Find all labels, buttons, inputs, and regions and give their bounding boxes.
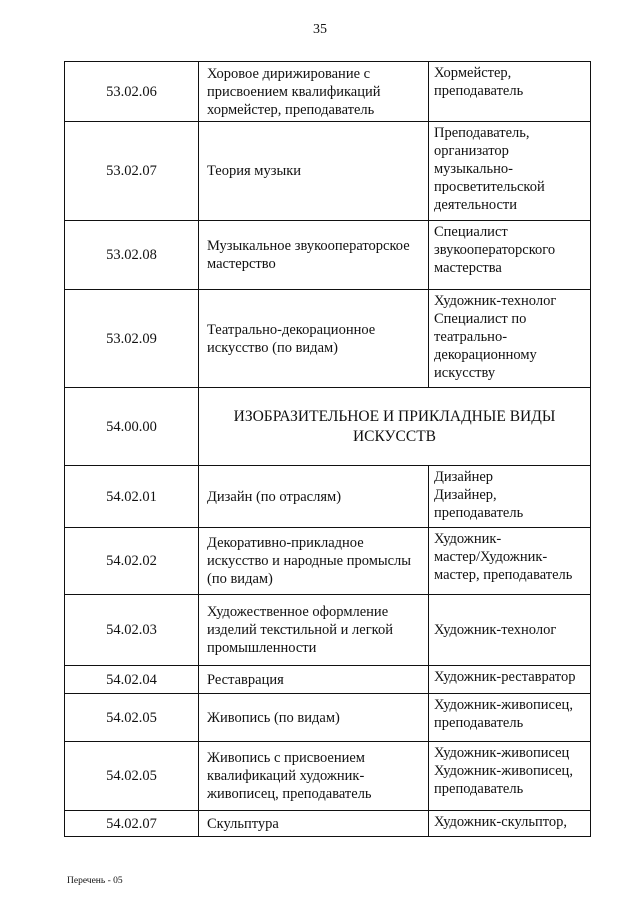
table-row (65, 62, 591, 122)
specialty-name: Декоративно-прикладное искусство и народные промыслы (по видам) (199, 528, 429, 595)
table-row (65, 811, 591, 837)
specialty-code: 54.02.07 (65, 811, 199, 837)
table-row (65, 122, 591, 221)
specialty-code: 54.02.02 (65, 528, 199, 595)
table-row (65, 694, 591, 742)
specialty-name: Музыкальное звукооператорское мастерство (199, 221, 429, 290)
table-row (65, 595, 591, 666)
specialty-code: 54.02.04 (65, 666, 199, 694)
group-title: ИЗОБРАЗИТЕЛЬНОЕ И ПРИКЛАДНЫЕ ВИДЫ ИСКУССТВ (199, 388, 591, 466)
specialty-name: Живопись (по видам) (199, 694, 429, 742)
specialties-table (64, 61, 591, 837)
table-row (65, 742, 591, 811)
specialty-qualification: Художник-скульптор, (429, 811, 591, 837)
specialty-qualification: Художник-живописец Художник-живописец, преподаватель (429, 742, 591, 811)
specialty-code: 54.02.01 (65, 466, 199, 528)
table-row (65, 221, 591, 290)
specialty-name: Дизайн (по отраслям) (199, 466, 429, 528)
specialty-qualification: Хормейстер, преподаватель (429, 62, 591, 122)
table-row (65, 528, 591, 595)
specialty-qualification: Художник-технолог (429, 595, 591, 666)
specialty-code: 53.02.06 (65, 62, 199, 122)
specialty-qualification: Дизайнер Дизайнер, преподаватель (429, 466, 591, 528)
specialty-name: Теория музыки (199, 122, 429, 221)
specialty-qualification: Художник-живописец, преподаватель (429, 694, 591, 742)
table-group-row (65, 388, 591, 466)
specialty-code: 53.02.07 (65, 122, 199, 221)
specialty-qualification: Преподаватель, организатор музыкально- просветительской деятельности (429, 122, 591, 221)
table-row (65, 466, 591, 528)
specialty-code: 53.02.08 (65, 221, 199, 290)
specialty-code: 53.02.09 (65, 290, 199, 388)
specialty-qualification: Художник-технолог Специалист по театрально- декорационному искусству (429, 290, 591, 388)
specialty-code: 54.02.05 (65, 694, 199, 742)
specialty-code: 54.02.03 (65, 595, 199, 666)
specialty-qualification: Художник-реставратор (429, 666, 591, 694)
specialty-qualification: Художник- мастер/Художник- мастер, преподаватель (429, 528, 591, 595)
specialty-name: Скульптура (199, 811, 429, 837)
page-number: 35 (313, 22, 327, 37)
specialty-code: 54.02.05 (65, 742, 199, 811)
table-row (65, 290, 591, 388)
specialty-name: Живопись с присвоением квалификаций художник- живописец, преподаватель (199, 742, 429, 811)
specialty-qualification: Специалист звукооператорского мастерства (429, 221, 591, 290)
specialty-name: Театрально-декорационное искусство (по видам) (199, 290, 429, 388)
specialty-name: Художественное оформление изделий текстильной и легкой промышленности (199, 595, 429, 666)
specialty-name: Реставрация (199, 666, 429, 694)
table-row (65, 666, 591, 694)
group-code: 54.00.00 (65, 388, 199, 466)
footer-note: Перечень - 05 (67, 876, 123, 886)
specialty-name: Хоровое дирижирование с присвоением квалификаций хормейстер, преподаватель (199, 62, 429, 122)
